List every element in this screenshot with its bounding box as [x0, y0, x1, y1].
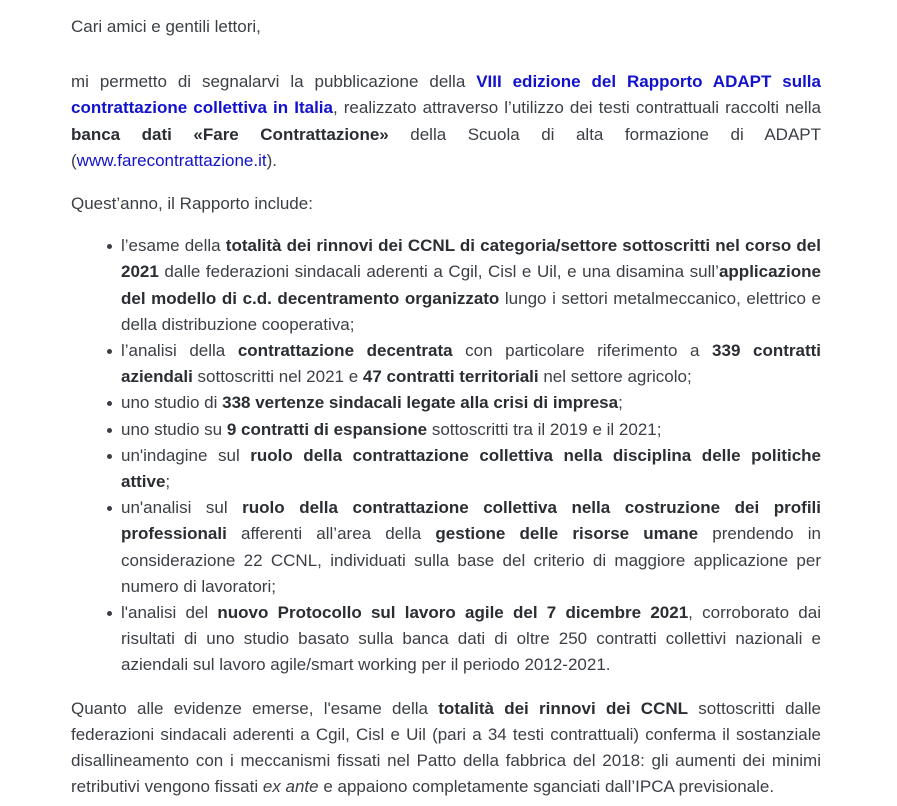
list-item: uno studio di 338 vertenze sindacali legate alla crisi di impresa; [121, 390, 821, 416]
farecontrattazione-link[interactable]: www.farecontrattazione.it [76, 150, 267, 170]
intro-text-2: , realizzato attraverso l’utilizzo dei testi contrattuali raccolti nella [332, 98, 821, 118]
report-contents-list [71, 233, 821, 678]
database-name: banca dati «Fare Contrattazione» [71, 124, 389, 144]
list-item: l’esame della totalità dei rinnovi dei CCNL di categoria/settore sottoscritti nel corso del 2021 dalle federazioni sindacali aderenti a Cgil, Cisl e Uil, e una disamina sull’applicazione del modello di c.d. decentramento organizzato lungo i settori metalmeccanico, elettrico e della distribuzione cooperativa; [121, 233, 821, 338]
report-title-link[interactable]: VIII edizione del Rapporto ADAPT sulla contrattazione collettiva in Italia [71, 72, 821, 118]
intro-text-3: della Scuola di alta formazione di ADAPT ( [71, 124, 822, 170]
list-item: un'indagine sul ruolo della contrattazione collettiva nella disciplina delle politiche attive; [121, 443, 821, 495]
list-item: un'analisi sul ruolo della contrattazione collettiva nella costruzione dei profili professionali afferenti all’area della gestione delle risorse umane prendendo in considerazione 22 CCNL, individuati sulla base del criterio di maggiore applicazione per numero di lavoratori; [121, 495, 821, 600]
newsletter-body [71, 14, 821, 800]
list-item: l'analisi del nuovo Protocollo sul lavoro agile del 7 dicembre 2021, corroborato dai risultati di uno studio basato sulla banca dati di oltre 250 contratti collettivi nazionali e aziendali sul lavoro agile/smart working per il periodo 2012-2021. [121, 600, 821, 679]
includes-lead: Quest’anno, il Rapporto include: [71, 194, 313, 214]
list-item: uno studio su 9 contratti di espansione sottoscritti tra il 2019 e il 2021; [121, 417, 821, 443]
list-item: l’analisi della contrattazione decentrata con particolare riferimento a 339 contratti aziendali sottoscritti nel 2021 e 47 contratti territoriali nel settore agricolo; [121, 338, 821, 390]
intro-paragraph [71, 69, 821, 174]
intro-text-4: ). [266, 150, 277, 170]
intro-text-1: mi permetto di segnalarvi la pubblicazione della [71, 72, 477, 92]
evidence-paragraph: Quanto alle evidenze emerse, l'esame della totalità dei rinnovi dei CCNL sottoscritti dalle federazioni sindacali aderenti a Cgil, Cisl e Uil (pari a 34 testi contrattuali) conferma il sostanziale disallineamento con i meccanismi fissati nel Patto della fabbrica del 2018: gli aumenti dei minimi retributivi vengono fissati ex ante e appaiono completamente sganciati dall’IPCA previsionale. [71, 698, 821, 797]
greeting: Cari amici e gentili lettori, [71, 17, 261, 36]
